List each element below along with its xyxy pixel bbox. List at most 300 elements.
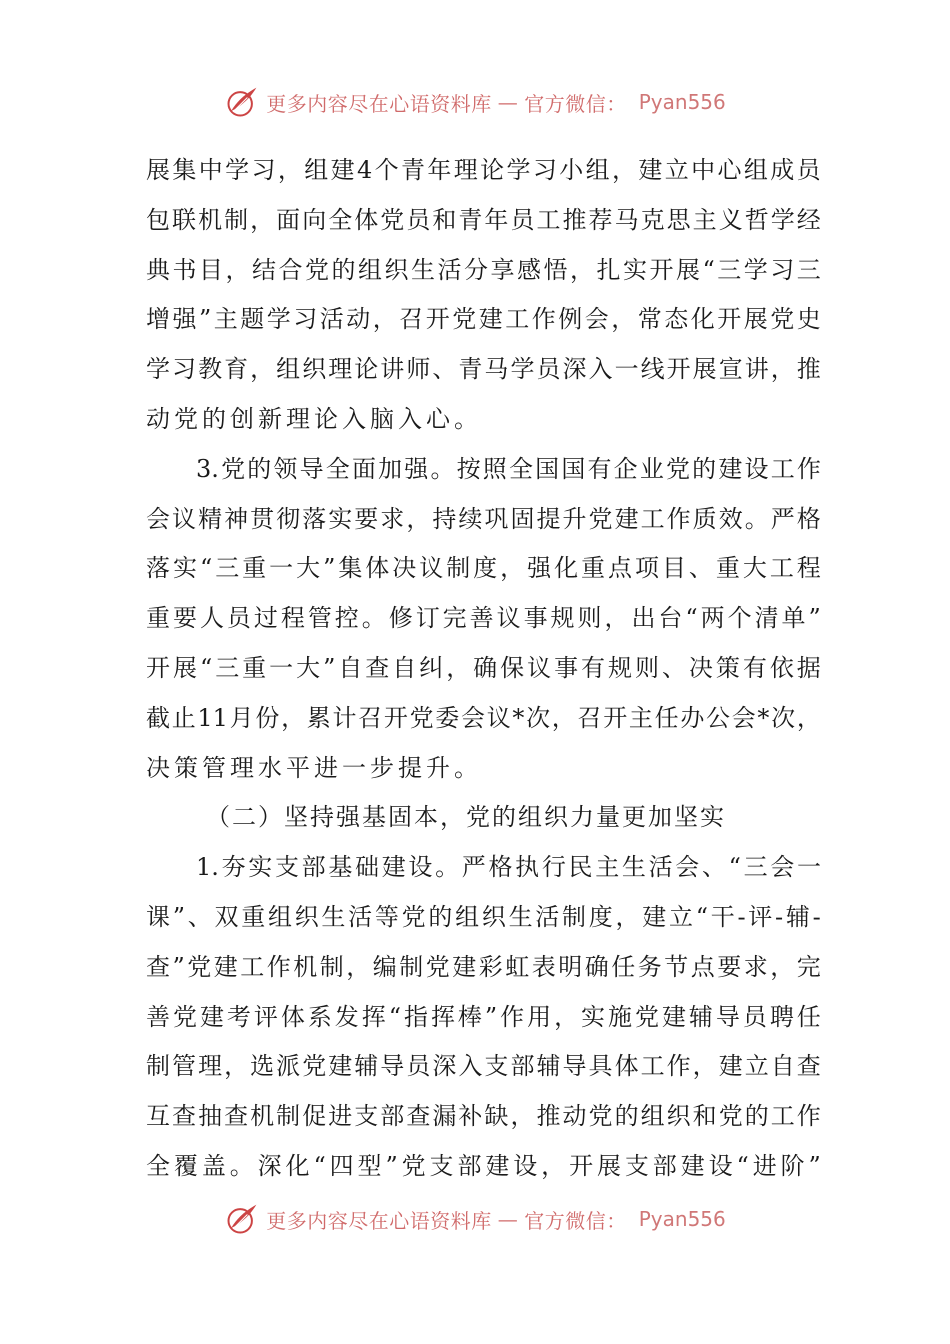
text-glyph: 党 xyxy=(172,1002,197,1031)
text-glyph: 论 xyxy=(480,156,505,184)
text-glyph: 有 xyxy=(581,653,606,682)
text-glyph: 的 xyxy=(692,454,717,483)
text-glyph: ， xyxy=(612,156,637,184)
text-glyph: 荐 xyxy=(588,205,613,234)
text-glyph: 心 xyxy=(717,156,742,184)
text-glyph: 生 xyxy=(508,902,533,931)
text-glyph: 和 xyxy=(432,205,457,234)
text-glyph: 、 xyxy=(701,853,726,882)
text-glyph: 课 xyxy=(146,902,170,931)
text-glyph: 建 xyxy=(452,952,477,981)
text-glyph: “ xyxy=(702,255,715,284)
text-glyph: 系 xyxy=(307,1002,332,1031)
text-glyph: 党 xyxy=(401,902,426,931)
text-glyph: 。 xyxy=(454,404,482,433)
text-glyph: 开 xyxy=(603,703,628,732)
text-glyph: 展 xyxy=(692,355,717,384)
text-glyph: 基 xyxy=(328,853,353,882)
text-glyph: 习 xyxy=(293,305,318,334)
text-glyph: 计 xyxy=(332,703,357,732)
text-glyph: 效 xyxy=(718,504,743,533)
text-glyph: 干 xyxy=(710,902,735,931)
text-glyph: 集 xyxy=(338,554,363,583)
text-glyph: 建 xyxy=(661,1002,686,1031)
text-glyph: ， xyxy=(224,1052,249,1081)
text-glyph: 重 xyxy=(581,554,606,583)
text-glyph: 升 xyxy=(426,753,454,782)
text-glyph: 进 xyxy=(314,753,342,782)
body-line xyxy=(146,246,821,296)
text-glyph: 建 xyxy=(718,1052,743,1081)
text-glyph: 具 xyxy=(588,1052,613,1081)
text-glyph: 确 xyxy=(584,952,609,981)
text-glyph: 棒 xyxy=(457,1002,482,1031)
text-glyph: ， xyxy=(406,504,431,533)
text-glyph: 体 xyxy=(614,1052,639,1081)
text-glyph: 控 xyxy=(334,604,359,633)
text-glyph: 支 xyxy=(484,1052,509,1081)
text-glyph: ， xyxy=(440,803,466,832)
text-glyph: 组 xyxy=(585,156,610,184)
text-glyph: “ xyxy=(199,554,213,583)
text-glyph: 年 xyxy=(427,156,452,184)
text-glyph: ， xyxy=(372,305,397,334)
text-glyph: 漏 xyxy=(432,1102,457,1131)
text-glyph: 组 xyxy=(304,156,329,184)
text-glyph: 三 xyxy=(215,653,240,682)
text-glyph: - xyxy=(812,902,821,931)
text-glyph: 召 xyxy=(577,703,602,732)
text-glyph: 管 xyxy=(202,753,230,782)
text-glyph: 义 xyxy=(718,205,743,234)
text-glyph: 马 xyxy=(614,205,639,234)
text-glyph: 开 xyxy=(383,703,408,732)
text-glyph: 扎 xyxy=(596,255,621,284)
text-glyph: 抽 xyxy=(198,1102,223,1131)
text-glyph: 建 xyxy=(680,1151,705,1180)
text-glyph: 习 xyxy=(532,156,557,184)
text-glyph: 按 xyxy=(456,454,481,483)
text-glyph: 止 xyxy=(171,703,196,732)
text-glyph: 会 xyxy=(675,853,700,882)
text-glyph: 部 xyxy=(457,1151,482,1180)
text-glyph: 织 xyxy=(384,255,409,284)
text-glyph: 一 xyxy=(614,355,639,384)
body-line xyxy=(146,943,821,993)
text-glyph: 据 xyxy=(796,653,821,682)
text-glyph: 领 xyxy=(273,454,298,483)
text-glyph: 双 xyxy=(214,902,239,931)
text-glyph: 例 xyxy=(558,305,583,334)
text-glyph: 教 xyxy=(198,355,223,384)
text-glyph: 导 xyxy=(715,1002,740,1031)
text-glyph: 书 xyxy=(172,255,197,284)
text-glyph: ， xyxy=(250,355,275,384)
text-glyph: 项 xyxy=(634,554,659,583)
text-glyph: 彻 xyxy=(276,504,301,533)
text-glyph: - xyxy=(737,902,746,931)
text-glyph: 党 xyxy=(770,305,795,334)
text-glyph: 评 xyxy=(253,1002,278,1031)
text-glyph: ” xyxy=(323,554,336,583)
text-glyph: “ xyxy=(388,1002,401,1031)
text-glyph: 四 xyxy=(329,1151,354,1180)
text-glyph: ， xyxy=(510,1102,535,1131)
text-glyph: 党 xyxy=(221,454,246,483)
text-glyph: 程 xyxy=(280,604,305,633)
text-glyph: 事 xyxy=(554,653,579,682)
text-glyph: 落 xyxy=(146,554,170,583)
text-glyph: 工 xyxy=(640,504,665,533)
text-glyph: 作 xyxy=(796,454,821,483)
text-glyph: 全 xyxy=(325,454,350,483)
text-glyph: 马 xyxy=(484,355,509,384)
text-glyph: 结 xyxy=(252,255,276,284)
text-glyph: 建 xyxy=(614,504,639,533)
text-glyph: 成 xyxy=(770,156,795,184)
text-glyph: 题 xyxy=(240,305,265,334)
text-glyph: 议 xyxy=(496,604,521,633)
watermark-wechat-id: Pyan556 xyxy=(638,1207,726,1231)
text-glyph: 年 xyxy=(484,205,509,234)
text-glyph: 实 xyxy=(248,853,273,882)
text-glyph: 开 xyxy=(146,653,170,682)
text-glyph: 业 xyxy=(639,454,664,483)
text-glyph: 面 xyxy=(276,205,301,234)
text-glyph: 依 xyxy=(769,653,794,682)
text-glyph: 查 xyxy=(365,653,390,682)
body-line xyxy=(146,993,821,1043)
text-glyph: 促 xyxy=(302,1102,327,1131)
text-glyph: 包 xyxy=(146,205,170,234)
text-glyph: ， xyxy=(615,902,640,931)
text-glyph: 3. xyxy=(196,454,219,483)
text-glyph: 体 xyxy=(280,1002,305,1031)
text-glyph: 推 xyxy=(536,1102,561,1131)
text-glyph: 生 xyxy=(321,902,346,931)
text-glyph: 持 xyxy=(310,803,336,832)
text-glyph: 会 xyxy=(460,703,485,732)
text-glyph: ） xyxy=(258,803,284,832)
text-glyph: 要 xyxy=(717,952,742,981)
text-glyph: 议 xyxy=(172,504,197,533)
text-glyph: 青 xyxy=(401,156,426,184)
text-glyph: 。 xyxy=(430,454,455,483)
text-glyph: 学 xyxy=(146,355,170,384)
text-glyph: 任 xyxy=(796,1002,821,1031)
body-line xyxy=(146,694,821,744)
text-glyph: 强 xyxy=(527,554,552,583)
text-glyph: 化 xyxy=(285,1151,310,1180)
text-glyph: 部 xyxy=(652,1151,677,1180)
text-glyph: 作 xyxy=(266,952,291,981)
text-glyph: 决 xyxy=(688,653,713,682)
text-glyph: 全 xyxy=(328,205,353,234)
text-glyph: 管 xyxy=(307,604,332,633)
text-glyph: 常 xyxy=(637,305,662,334)
text-glyph: 合 xyxy=(278,255,303,284)
text-glyph: 自 xyxy=(392,653,417,682)
text-glyph: 的 xyxy=(492,803,518,832)
text-glyph: 查 xyxy=(796,1052,821,1081)
text-glyph: 活 xyxy=(348,902,373,931)
body-line xyxy=(146,196,821,246)
text-glyph: 员 xyxy=(742,1002,767,1031)
text-glyph: 企 xyxy=(613,454,638,483)
text-glyph: 步 xyxy=(370,753,398,782)
text-glyph: 部 xyxy=(301,853,326,882)
text-glyph: 师 xyxy=(406,355,431,384)
text-glyph: 学 xyxy=(743,255,768,284)
text-glyph: 动 xyxy=(562,1102,587,1131)
text-glyph: 青 xyxy=(458,205,483,234)
text-glyph: 部 xyxy=(380,1102,405,1131)
text-glyph: 。 xyxy=(435,853,460,882)
text-glyph: 讲 xyxy=(744,355,769,384)
text-glyph: 面 xyxy=(351,454,376,483)
text-glyph: ， xyxy=(611,305,636,334)
text-glyph: 小 xyxy=(559,156,584,184)
watermark-site-text: 更多内容尽在心语资料库 xyxy=(266,91,492,116)
text-glyph: 活 xyxy=(437,255,462,284)
text-glyph: 分 xyxy=(464,255,488,284)
text-glyph: ， xyxy=(770,952,795,981)
text-glyph: 善 xyxy=(146,1002,170,1031)
text-glyph: 组 xyxy=(640,1102,665,1131)
text-glyph: 享 xyxy=(490,255,515,284)
text-glyph: 考 xyxy=(226,1002,251,1031)
document-body xyxy=(146,146,821,1192)
text-glyph: 力 xyxy=(570,803,596,832)
text-glyph: 会 xyxy=(146,504,170,533)
text-glyph: 作 xyxy=(796,1102,821,1131)
text-glyph: 织 xyxy=(544,803,570,832)
text-glyph: 目 xyxy=(199,255,223,284)
text-glyph: 保 xyxy=(500,653,525,682)
text-glyph: 规 xyxy=(608,653,632,682)
text-glyph: 施 xyxy=(608,1002,632,1031)
text-glyph: 查 xyxy=(172,1102,197,1131)
text-glyph: 次 xyxy=(526,703,551,732)
text-glyph: 理 xyxy=(328,355,353,384)
text-glyph: “ xyxy=(685,604,698,633)
text-glyph: 求 xyxy=(380,504,405,533)
text-glyph: 份 xyxy=(255,703,280,732)
text-glyph: 线 xyxy=(640,355,665,384)
text-glyph: 发 xyxy=(334,1002,359,1031)
text-glyph: 机 xyxy=(198,205,223,234)
text-glyph: 展 xyxy=(676,255,700,284)
text-glyph: 阶 xyxy=(780,1151,805,1180)
text-glyph: 一 xyxy=(342,753,370,782)
text-glyph: 1. xyxy=(196,853,219,882)
text-glyph: 感 xyxy=(517,255,541,284)
text-glyph: 的 xyxy=(202,404,230,433)
text-glyph: 委 xyxy=(435,703,460,732)
text-glyph: 化 xyxy=(554,554,579,583)
text-glyph: 巩 xyxy=(484,504,509,533)
text-glyph: ， xyxy=(796,703,821,732)
text-glyph: 立 xyxy=(664,156,689,184)
text-glyph: 活 xyxy=(535,902,560,931)
text-glyph: 展 xyxy=(146,156,170,184)
text-glyph: 设 xyxy=(744,454,769,483)
text-glyph: 个 xyxy=(727,604,752,633)
text-glyph: 建 xyxy=(718,454,743,483)
text-glyph: 挥 xyxy=(361,1002,386,1031)
text-glyph: 贯 xyxy=(250,504,275,533)
text-glyph: 决 xyxy=(392,554,417,583)
text-glyph: 事 xyxy=(523,604,548,633)
text-glyph: ， xyxy=(570,255,594,284)
text-glyph: 中 xyxy=(198,156,223,184)
text-glyph: 度 xyxy=(473,554,498,583)
text-glyph: 联 xyxy=(172,205,197,234)
text-glyph: 习 xyxy=(251,156,276,184)
text-glyph: 表 xyxy=(531,952,556,981)
text-glyph: 导 xyxy=(562,1052,587,1081)
text-glyph: 动 xyxy=(346,305,371,334)
text-glyph: 明 xyxy=(558,952,583,981)
text-glyph: 制 xyxy=(399,952,424,981)
text-glyph: 出 xyxy=(631,604,656,633)
text-glyph: 作 xyxy=(666,1052,691,1081)
text-glyph: 设 xyxy=(408,853,433,882)
text-glyph: 议 xyxy=(527,653,552,682)
text-glyph: 。 xyxy=(229,1151,254,1180)
text-glyph: 查 xyxy=(146,952,170,981)
text-glyph: 11 xyxy=(197,703,228,732)
text-glyph: 个 xyxy=(374,156,399,184)
text-glyph: 一 xyxy=(269,653,294,682)
text-glyph: 召 xyxy=(399,305,424,334)
text-glyph: 大 xyxy=(296,653,321,682)
text-glyph: 支 xyxy=(429,1151,454,1180)
text-glyph: 工 xyxy=(640,1052,665,1081)
text-glyph: 体 xyxy=(365,554,390,583)
text-glyph: 深 xyxy=(257,1151,282,1180)
text-glyph: 脑 xyxy=(370,404,398,433)
text-glyph: 党 xyxy=(718,1102,743,1131)
text-glyph: 动 xyxy=(146,404,174,433)
text-glyph: - xyxy=(775,902,784,931)
body-line xyxy=(146,544,821,594)
text-glyph: 活 xyxy=(319,305,344,334)
text-glyph: 基 xyxy=(362,803,388,832)
text-glyph: 推 xyxy=(562,205,587,234)
text-glyph: 则 xyxy=(577,604,602,633)
text-glyph: 作 xyxy=(500,1002,525,1031)
text-glyph: 悟 xyxy=(543,255,568,284)
text-glyph: 、 xyxy=(661,653,686,682)
text-glyph: 选 xyxy=(250,1052,275,1081)
text-glyph: 制 xyxy=(146,1052,170,1081)
text-glyph: 态 xyxy=(664,305,689,334)
body-line xyxy=(146,146,821,196)
text-glyph: 。 xyxy=(454,753,482,782)
text-glyph: 续 xyxy=(458,504,483,533)
text-glyph: 更 xyxy=(622,803,648,832)
text-glyph: ” xyxy=(385,1151,398,1180)
text-glyph: 的 xyxy=(247,454,272,483)
text-glyph: 入 xyxy=(342,404,370,433)
text-glyph: 组 xyxy=(743,156,768,184)
text-glyph: 工 xyxy=(240,952,265,981)
text-glyph: 单 xyxy=(781,604,806,633)
text-glyph: 党 xyxy=(588,504,613,533)
text-glyph: 升 xyxy=(562,504,587,533)
text-glyph: 规 xyxy=(550,604,575,633)
text-glyph: 缺 xyxy=(484,1102,509,1131)
body-line xyxy=(146,1092,821,1142)
text-glyph: ， xyxy=(541,1151,566,1180)
text-glyph: 生 xyxy=(411,255,435,284)
text-glyph: 三 xyxy=(796,255,821,284)
text-glyph: 策 xyxy=(174,753,202,782)
text-glyph: 工 xyxy=(770,1102,795,1131)
text-glyph: ” xyxy=(172,902,186,931)
text-glyph: 论 xyxy=(354,355,379,384)
text-glyph: 过 xyxy=(253,604,278,633)
text-glyph: ， xyxy=(277,156,302,184)
text-glyph: 经 xyxy=(796,205,821,234)
text-glyph: 青 xyxy=(458,355,483,384)
text-glyph: 组 xyxy=(455,902,480,931)
text-glyph: 进 xyxy=(328,1102,353,1131)
text-glyph: 制 xyxy=(319,952,344,981)
text-glyph: 学 xyxy=(506,156,531,184)
text-glyph: 习 xyxy=(770,255,795,284)
text-glyph: 制 xyxy=(562,902,587,931)
text-glyph: 支 xyxy=(354,1102,379,1131)
text-glyph: 党 xyxy=(409,703,434,732)
text-glyph: 坚 xyxy=(284,803,310,832)
text-glyph: 员 xyxy=(226,604,251,633)
text-glyph: 则 xyxy=(634,653,659,682)
text-glyph: 两 xyxy=(700,604,725,633)
text-glyph: 议 xyxy=(419,554,444,583)
text-glyph: 订 xyxy=(415,604,440,633)
text-glyph: 织 xyxy=(481,902,506,931)
text-glyph: 量 xyxy=(596,803,622,832)
text-glyph: 推 xyxy=(796,355,821,384)
text-glyph: 集 xyxy=(172,156,197,184)
text-glyph: 要 xyxy=(172,604,197,633)
text-glyph: 人 xyxy=(199,604,224,633)
text-glyph: 开 xyxy=(425,305,450,334)
text-glyph: 大 xyxy=(296,554,321,583)
text-glyph: 彩 xyxy=(478,952,503,981)
text-glyph: 自 xyxy=(770,1052,795,1081)
text-glyph: 重 xyxy=(242,653,267,682)
text-glyph: 议 xyxy=(486,703,511,732)
body-line-paragraph-end xyxy=(146,744,821,794)
text-glyph: 体 xyxy=(354,205,379,234)
text-glyph: ” xyxy=(323,653,336,682)
text-glyph: 评 xyxy=(748,902,773,931)
text-glyph: 作 xyxy=(531,305,556,334)
text-glyph: ， xyxy=(446,653,471,682)
text-glyph: 会 xyxy=(731,703,756,732)
text-glyph: ， xyxy=(551,703,576,732)
text-glyph: 克 xyxy=(640,205,665,234)
text-glyph: 决 xyxy=(146,753,174,782)
body-line-paragraph-start xyxy=(146,445,821,495)
text-glyph: 强 xyxy=(404,454,429,483)
text-glyph: 会 xyxy=(770,853,795,882)
text-glyph: 执 xyxy=(515,853,540,882)
text-glyph: 有 xyxy=(742,653,767,682)
